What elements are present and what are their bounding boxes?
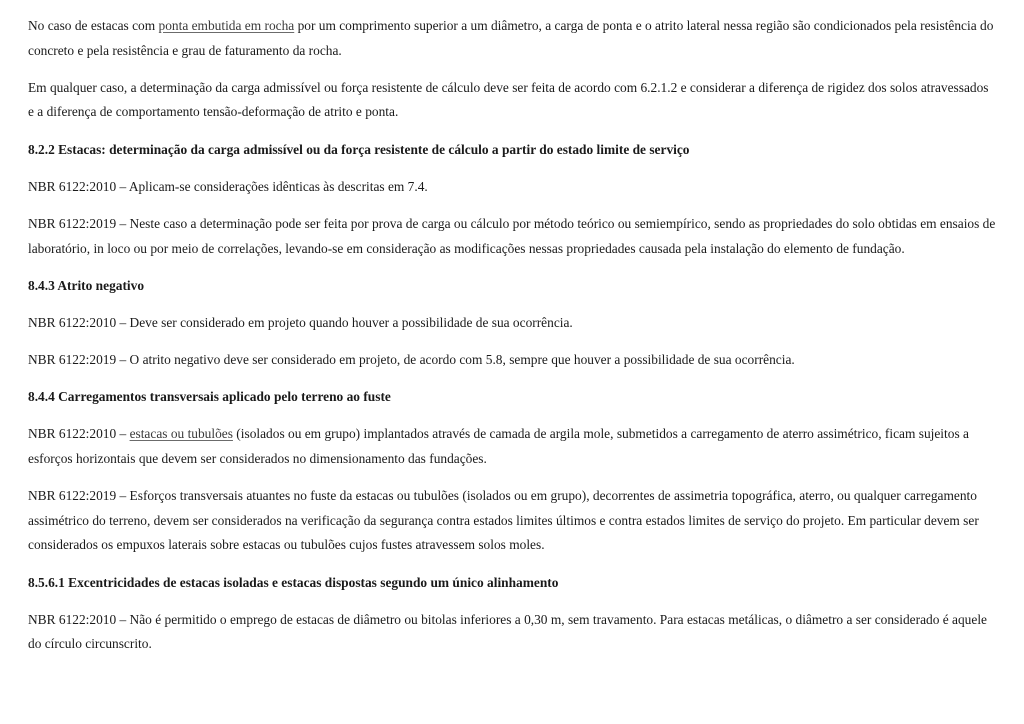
paragraph-text: (isolados ou em grupo) implantados através de camada de argila mole, submetidos a carregamento de aterro assimétrico, ficam sujeitos a esforços horizontais que devem ser considerados no dimensionamento das fundações. bbox=[28, 426, 969, 467]
section-heading-8-4-3: 8.4.3 Atrito negativo bbox=[28, 277, 145, 293]
section-heading-8-2-2: 8.2.2 Estacas: determinação da carga admissível ou da força resistente de cálculo a partir do estado limite de serviço bbox=[28, 141, 690, 157]
link-ponta-embutida-em-rocha[interactable]: ponta embutida em rocha bbox=[158, 18, 295, 33]
paragraph-nbr-2019-8-4-4: NBR 6122:2019 – Esforços transversais atuantes no fuste da estacas ou tubulões (isolados ou em grupo), decorrentes de assimetria topográfica, aterro, ou qualquer carregamento assimétrico do terreno, devem ser considerados na verificação da segurança contra estados limites últimos e contra estados limites de serviço do projeto. Em particular devem ser considerados os empuxos laterais sobre estacas ou tubulões cujos fustes atravessem solos moles. bbox=[28, 488, 979, 553]
paragraph-nbr-2010-8-5-6-1: NBR 6122:2010 – Não é permitido o emprego de estacas de diâmetro ou bitolas inferiores a 0,30 m, sem travamento. Para estacas metálicas, o diâmetro a ser considerado é aquele do círculo circunscrito. bbox=[28, 611, 987, 652]
section-heading-8-4-4: 8.4.4 Carregamentos transversais aplicado pelo terreno ao fuste bbox=[28, 389, 391, 405]
paragraph-text: No caso de estacas com bbox=[28, 18, 159, 33]
paragraph-nbr-2019-8-4-3: NBR 6122:2019 – O atrito negativo deve ser considerado em projeto, de acordo com 5.8, sempre que houver a possibilidade de sua ocorrência. bbox=[28, 352, 795, 368]
paragraph-text: NBR 6122:2010 – bbox=[28, 426, 130, 442]
paragraph-nbr-2010-8-2-2: NBR 6122:2010 – Aplicam-se considerações idênticas às descritas em 7.4. bbox=[28, 178, 428, 194]
paragraph-nbr-2010-8-4-4 bbox=[28, 422, 996, 471]
paragraph-nbr-2010-8-4-3: NBR 6122:2010 – Deve ser considerado em projeto quando houver a possibilidade de sua ocorrência. bbox=[28, 314, 573, 330]
paragraph-nbr-2019-8-2-2: NBR 6122:2019 – Neste caso a determinação pode ser feita por prova de carga ou cálculo por método teórico ou semiempírico, sendo as propriedades do solo obtidas em ensaios de laboratório, in loco ou por meio de correlações, levando-se em consideração as modificações nessas propriedades causada pela instalação do elemento de fundação. bbox=[28, 215, 996, 256]
section-heading-8-5-6-1: 8.5.6.1 Excentricidades de estacas isoladas e estacas dispostas segundo um único alinhamento bbox=[28, 574, 559, 590]
link-estacas-ou-tubuloes[interactable]: estacas ou tubulões bbox=[129, 426, 233, 442]
paragraph-text: por um comprimento superior a um diâmetro, a carga de ponta e o atrito lateral nessa região são condicionados pela resistência do concreto e pela resistência e grau de faturamento da rocha. bbox=[28, 18, 994, 58]
paragraph-rock-socket bbox=[28, 14, 996, 63]
paragraph-allowable-load: Em qualquer caso, a determinação da carga admissível ou força resistente de cálculo deve ser feita de acordo com 6.2.1.2 e considerar a diferença de rigidez dos solos atravessados e a diferença de comportamento tensão-deformação de atrito e ponta. bbox=[28, 79, 989, 120]
